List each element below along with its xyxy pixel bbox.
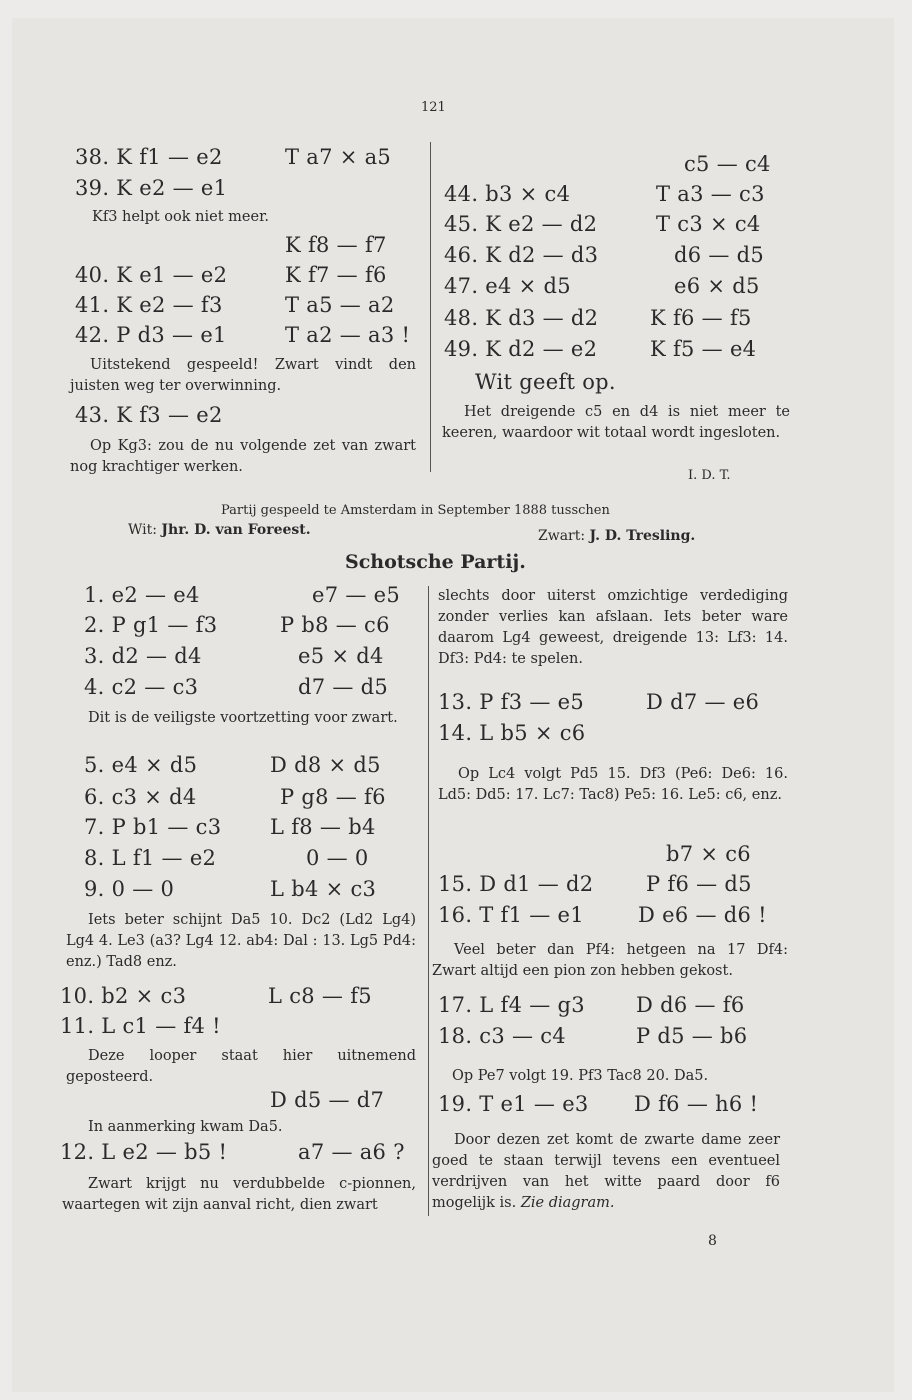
note-verdubbelde: Zwart krijgt nu verdubbelde c-pionnen, waartegen wit zijn aanval richt, dien zwart <box>62 1176 416 1213</box>
game-played-line: Partij gespeeld te Amsterdam in September 1888 tusschen <box>221 503 610 518</box>
page-number: 121 <box>421 100 446 115</box>
note-pe7: Op Pe7 volgt 19. Pf3 Tac8 20. Da5. <box>452 1068 709 1084</box>
note-veel-beter: Veel beter dan Pf4: hetgeen na 17 Df4: Zwart altijd een pion zon hebben gekost. <box>432 942 788 979</box>
note-dezen-zet-text: Door dezen zet komt de zwarte dame zeer goed te staan terwijl tevens een eventueel verdrijven van het witte paard door f6 mogelijk is. <box>432 1132 780 1211</box>
note-veiligste: Dit is de veiligste voortzetting voor zwart. <box>88 710 398 726</box>
resign-line: Wit geeft op. <box>475 370 616 394</box>
black-name: J. D. Tresling. <box>589 528 696 544</box>
note-uitstekend: Uitstekend gespeeld! Zwart vindt den juisten weg ter overwinning. <box>70 357 416 394</box>
note-looper: Deze looper staat hier uitnemend geposteerd. <box>66 1048 416 1085</box>
note-aanmerking: In aanmerking kwam Da5. <box>88 1119 283 1135</box>
note-iets-beter: Iets beter schijnt Da5 10. Dc2 (Ld2 Lg4) Lg4 4. Le3 (a3? Lg4 12. ab4: Dal : 13. Lg5 Pd4: enz.) Tad8 enz. <box>66 912 416 970</box>
white-name: Jhr. D. van Foreest. <box>161 522 311 538</box>
black-player <box>538 528 695 544</box>
note-kf3: Kf3 helpt ook niet meer. <box>92 209 270 225</box>
note-dreigende: Het dreigende c5 en d4 is niet meer te keeren, waardoor wit totaal wordt ingesloten. <box>442 404 790 441</box>
note-kg3: Op Kg3: zou de nu volgende zet van zwart nog krachtiger werken. <box>70 438 416 475</box>
column-divider-bottom <box>428 586 429 1216</box>
white-label: Wit: <box>128 522 157 538</box>
opening-title: Schotsche Partij. <box>345 551 526 573</box>
diagram-reference: Zie diagram. <box>520 1195 615 1211</box>
column-divider-top <box>430 142 431 472</box>
note-lc4: Op Lc4 volgt Pd5 15. Df3 (Pe6: De6: 16. Ld5: Dd5: 17. Lc7: Tac8) Pe5: 16. Le5: c6, enz. <box>438 766 788 803</box>
black-label: Zwart: <box>538 528 586 544</box>
white-player <box>128 522 311 538</box>
note-slechts: slechts door uiterst omzichtige verdediging zonder verlies kan afslaan. Iets beter ware daarom Lg4 geweest, dreigende 13: Lf3: 14. Df3: Pd4: te spelen. <box>438 588 788 667</box>
signature: I. D. T. <box>688 468 731 483</box>
move-11-black: D d5 — d7 <box>270 1088 385 1112</box>
sheet-number: 8 <box>708 1233 717 1249</box>
note-dezen-zet <box>432 1130 780 1214</box>
